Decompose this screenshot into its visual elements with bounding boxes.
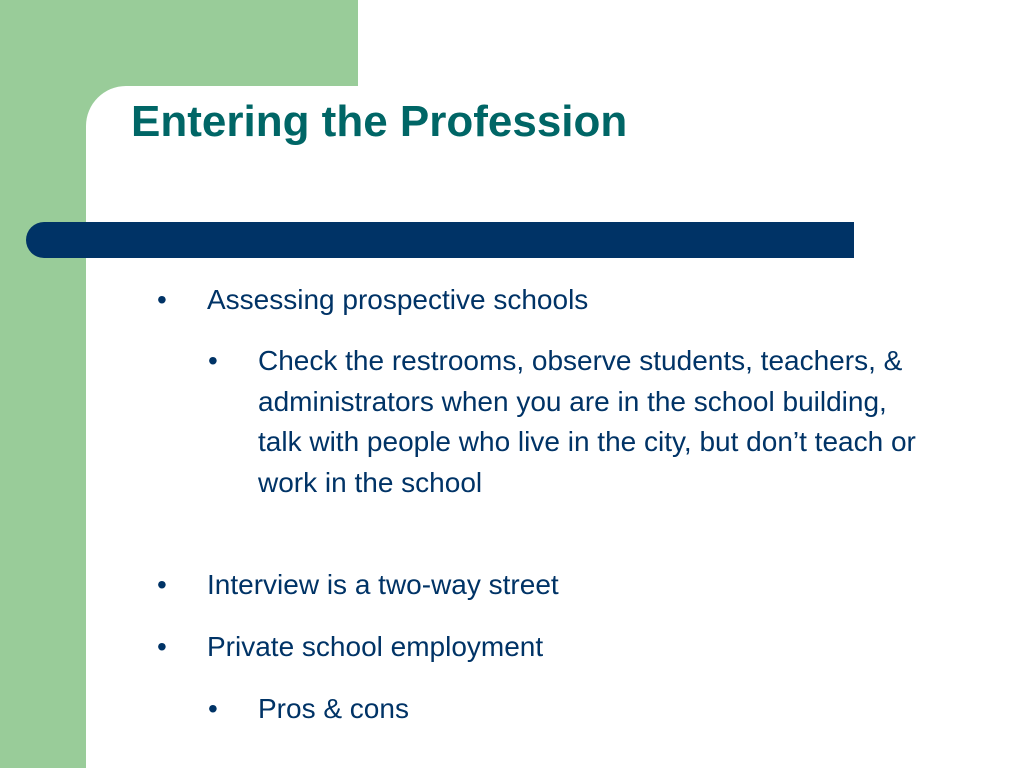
bullet-marker: •	[157, 569, 167, 600]
bullet-item-private-school	[157, 627, 957, 668]
bullet-text: Check the restrooms, observe students, teachers, & administrators when you are in the school building, talk with people who live in the city, but don’t teach or work in the school	[258, 345, 916, 498]
bullet-marker: •	[157, 284, 167, 315]
bullet-text: Pros & cons	[258, 693, 409, 724]
slide-title: Entering the Profession	[131, 97, 628, 146]
sub-bullet-item-check-restrooms	[208, 341, 928, 503]
bullet-text: Assessing prospective schools	[207, 284, 589, 315]
bullet-text: Interview is a two-way street	[207, 569, 559, 600]
bullet-text: Private school employment	[207, 631, 544, 662]
bullet-marker: •	[157, 631, 167, 662]
bullet-item-interview	[157, 565, 957, 606]
sub-bullet-item-pros-cons	[208, 689, 944, 730]
bullet-marker: •	[208, 345, 218, 376]
bullet-marker: •	[208, 693, 218, 724]
bullet-item-assessing-schools	[157, 280, 957, 321]
